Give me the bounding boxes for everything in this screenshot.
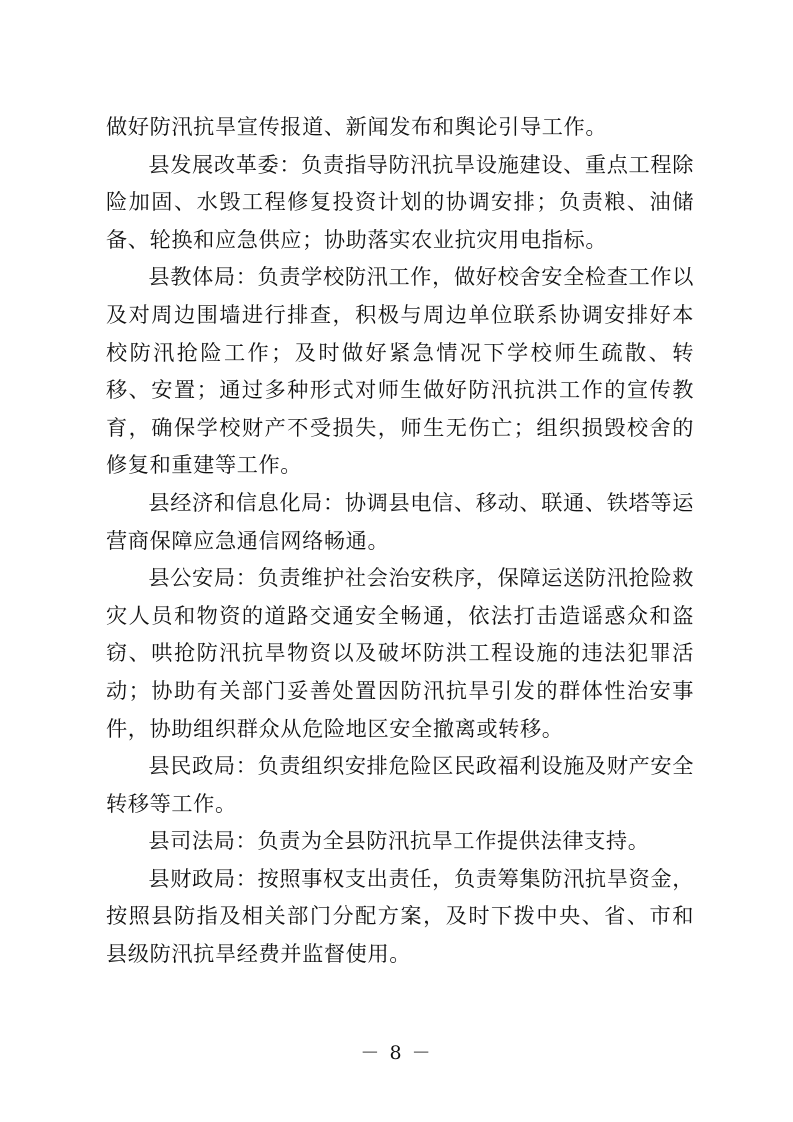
page-body xyxy=(106,108,694,973)
paragraph-economy-informatization: 县经济和信息化局：协调县电信、移动、联通、铁塔等运营商保障应急通信网络畅通。 xyxy=(106,489,694,553)
paragraph-development-reform: 县发展改革委：负责指导防汛抗旱设施建设、重点工程除险加固、水毁工程修复投资计划的协调安排；负责粮、油储备、轮换和应急供应；协助落实农业抗灾用电指标。 xyxy=(106,151,694,252)
paragraph-justice: 县司法局：负责为全县防汛抗旱工作提供法律支持。 xyxy=(148,828,650,854)
paragraph-education-sports: 县教体局：负责学校防汛工作，做好校舍安全检查工作以及对周边围墙进行排查，积极与周边单位联系协调安排好本校防汛抢险工作；及时做好紧急情况下学校师生疏散、转移、安置；通过多种形式对师生做好防汛抗洪工作的宣传教育，确保学校财产不受损失，师生无伤亡；组织损毁校舍的修复和重建等工作。 xyxy=(106,264,694,478)
paragraph-civil-affairs: 县民政局：负责组织安排危险区民政福利设施及财产安全转移等工作。 xyxy=(106,753,694,816)
paragraph-continuation: 做好防汛抗旱宣传报道、新闻发布和舆论引导工作。 xyxy=(106,114,608,139)
page-number: － 8 － xyxy=(360,1042,433,1064)
paragraph-public-security: 县公安局：负责维护社会治安秩序，保障运送防汛抢险救灾人员和物资的道路交通安全畅通，依法打击造谣惑众和盗窃、哄抢防汛抗旱物资以及破坏防洪工程设施的违法犯罪活动；协助有关部门妥善处置因防汛抗旱引发的群体性治安事件，协助组织群众从危险地区安全撤离或转移。 xyxy=(106,565,694,741)
paragraph-finance: 县财政局：按照事权支出责任，负责筹集防汛抗旱资金，按照县防指及相关部门分配方案，及时下拨中央、省、市和县级防汛抗旱经费并监督使用。 xyxy=(106,865,694,967)
